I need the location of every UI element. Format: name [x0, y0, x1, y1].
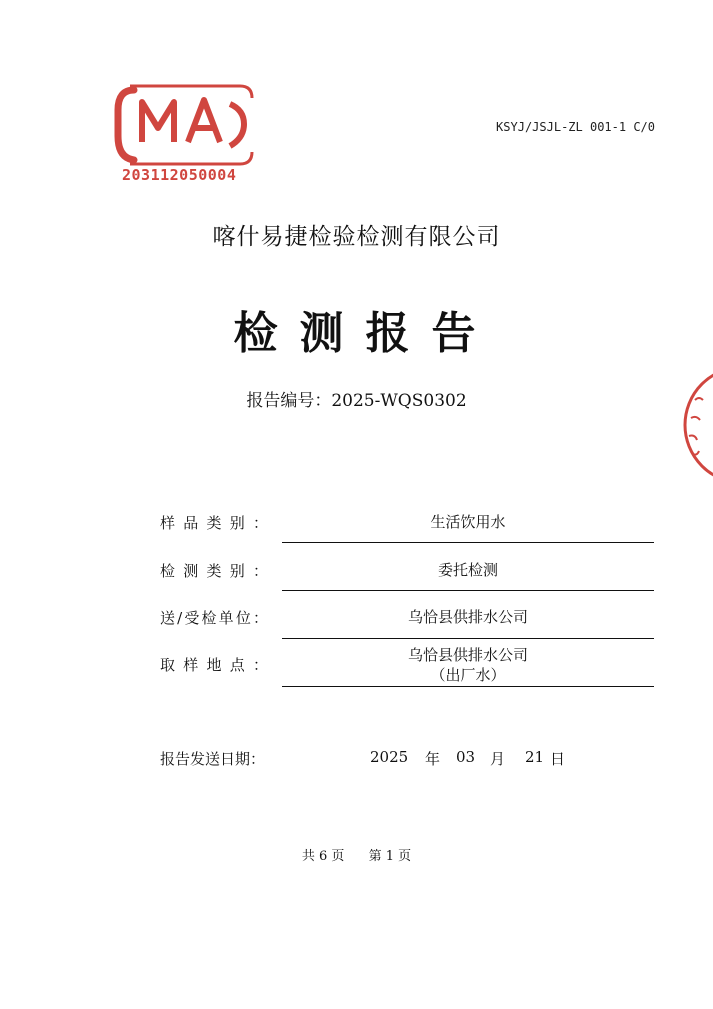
- document-code: KSYJ/JSJL-ZL 001-1 C/0: [496, 120, 655, 134]
- page-total: 共 6 页: [301, 849, 345, 864]
- field-label: 样品类别：: [160, 514, 268, 532]
- field-value: 乌恰县供排水公司: [407, 608, 528, 626]
- underline: [282, 590, 654, 591]
- report-date-year: 2025: [370, 748, 409, 766]
- report-number: 报告编号：2025-WQS0302: [246, 391, 467, 411]
- report-title: 检测报告: [233, 308, 498, 359]
- cma-certificate-number: 203112050004: [122, 166, 237, 184]
- seal-icon: [673, 360, 713, 490]
- field-label: 取样地点：: [160, 656, 268, 674]
- field-label: 检测类别：: [160, 562, 268, 580]
- underline: [282, 638, 654, 639]
- report-date-month-unit: 月: [490, 750, 506, 768]
- company-name: 喀什易捷检验检测有限公司: [212, 224, 501, 250]
- report-date-label: 报告发送日期：: [160, 750, 266, 768]
- page-current: 第 1 页: [368, 849, 412, 864]
- report-date-year-unit: 年: [425, 750, 441, 768]
- field-value: 委托检测: [437, 561, 498, 579]
- pagination: [0, 845, 713, 864]
- field-value-secondary: （出厂水）: [430, 666, 506, 684]
- field-value: 生活饮用水: [430, 513, 506, 531]
- official-seal-partial: [673, 360, 713, 490]
- report-date-day-unit: 日: [550, 750, 566, 768]
- field-value: 乌恰县供排水公司: [407, 646, 528, 664]
- underline: [282, 542, 654, 543]
- report-date-day: 21: [525, 748, 545, 766]
- cma-certification-mark: [112, 80, 262, 190]
- cma-logo-icon: [112, 80, 262, 170]
- underline: [282, 686, 654, 687]
- report-date-month: 03: [456, 748, 476, 766]
- field-label: 送/受检单位：: [160, 609, 268, 627]
